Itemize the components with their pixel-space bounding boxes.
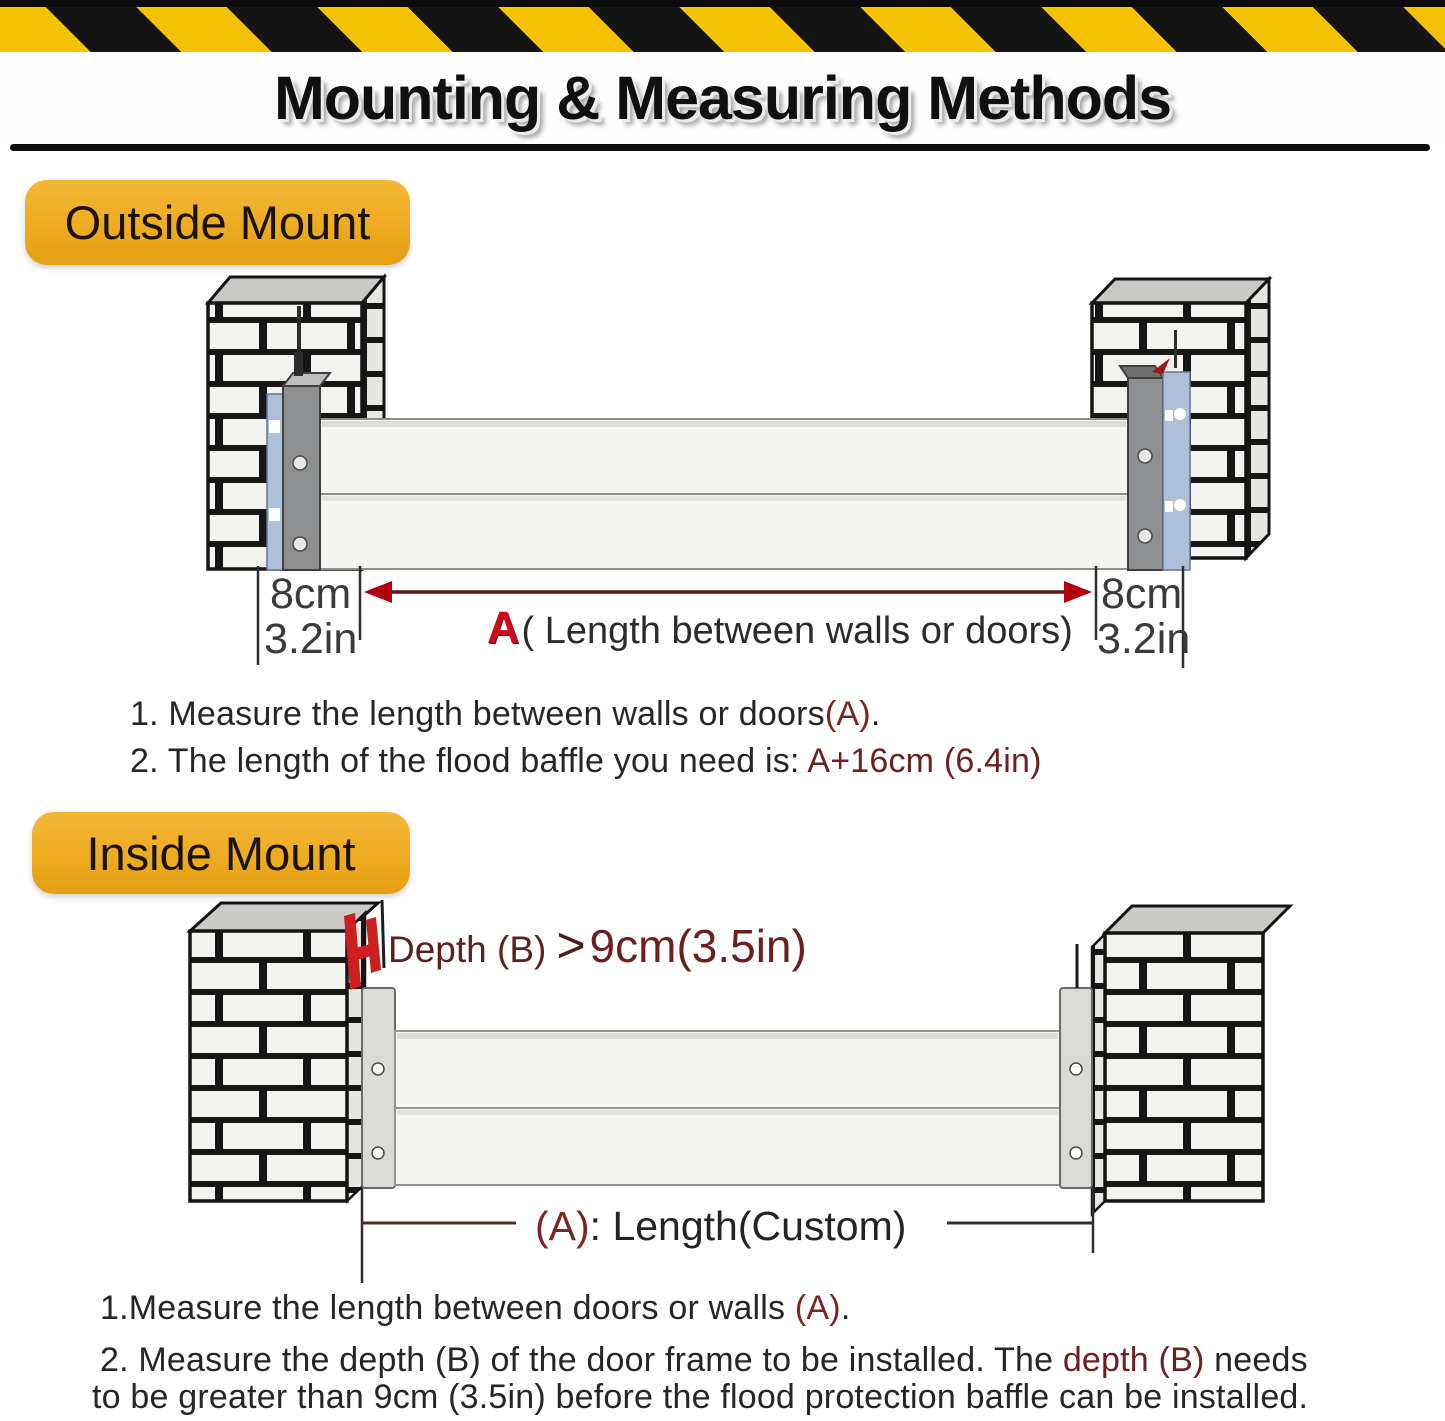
length-letter-a: (A) xyxy=(535,1203,590,1249)
inside-step-2-end: needs xyxy=(1204,1341,1308,1379)
inside-length-label xyxy=(535,1203,906,1250)
inside-step-2 xyxy=(100,1341,1308,1380)
inside-step-2-highlight: depth (B) xyxy=(1062,1341,1205,1379)
outside-barrier-panels xyxy=(320,419,1128,569)
outside-span-arrow xyxy=(364,581,1092,603)
depth-value: 9cm(3.5in) xyxy=(589,920,807,972)
inside-right-channel xyxy=(1060,944,1092,1188)
inside-step-1-end: . xyxy=(840,1289,851,1327)
title-band xyxy=(0,52,1445,144)
inside-left-channel xyxy=(362,988,395,1188)
outside-right-offset-cm: 8cm xyxy=(1101,570,1183,618)
length-caption: : Length(Custom) xyxy=(589,1203,907,1249)
caution-tape-banner xyxy=(0,0,1445,52)
outside-span-label xyxy=(487,602,1073,654)
inside-step-1 xyxy=(100,1289,850,1328)
outside-step-1-text: 1. Measure the length between walls or doors xyxy=(130,695,825,733)
outside-left-offset-cm: 8cm xyxy=(270,570,352,618)
outside-step-1-end: . xyxy=(870,695,881,733)
outside-step-1-highlight: (A) xyxy=(824,695,871,733)
inside-step-2-line-2: to be greater than 9cm (3.5in) before the flood protection baffle can be installed. xyxy=(92,1378,1309,1416)
outside-step-2-text: 2. The length of the flood baffle you need is: xyxy=(130,742,808,780)
inside-step-2-text: 2. Measure the depth (B) of the door frame to be installed. The xyxy=(100,1341,1063,1379)
depth-label: Depth (B) xyxy=(388,929,547,970)
inside-mount-badge-label: Inside Mount xyxy=(86,826,356,880)
header-underline xyxy=(10,144,1430,151)
outside-left-gasket xyxy=(267,394,284,570)
outside-left-offset-in: 3.2in xyxy=(264,615,358,663)
greater-than-symbol: > xyxy=(556,917,586,973)
outside-mount-badge-label: Outside Mount xyxy=(64,196,371,249)
inside-mount-badge xyxy=(32,812,410,894)
span-letter-a: A xyxy=(487,602,520,653)
inside-step-1-highlight: (A) xyxy=(794,1289,841,1327)
outside-step-2 xyxy=(130,742,1042,781)
outside-step-1 xyxy=(130,695,880,734)
inside-right-pillar xyxy=(1092,906,1290,1214)
outside-right-offset-in: 3.2in xyxy=(1097,615,1191,663)
span-caption: ( Length between walls or doors) xyxy=(521,610,1073,652)
inside-barrier-panels xyxy=(395,1031,1060,1185)
page-title: Mounting & Measuring Methods xyxy=(273,64,1172,132)
inside-step-1-text: 1.Measure the length between doors or walls xyxy=(100,1289,795,1327)
inside-depth-label xyxy=(388,916,807,974)
outside-step-2-highlight: A+16cm (6.4in) xyxy=(807,742,1042,780)
outside-mount-badge xyxy=(25,180,410,265)
